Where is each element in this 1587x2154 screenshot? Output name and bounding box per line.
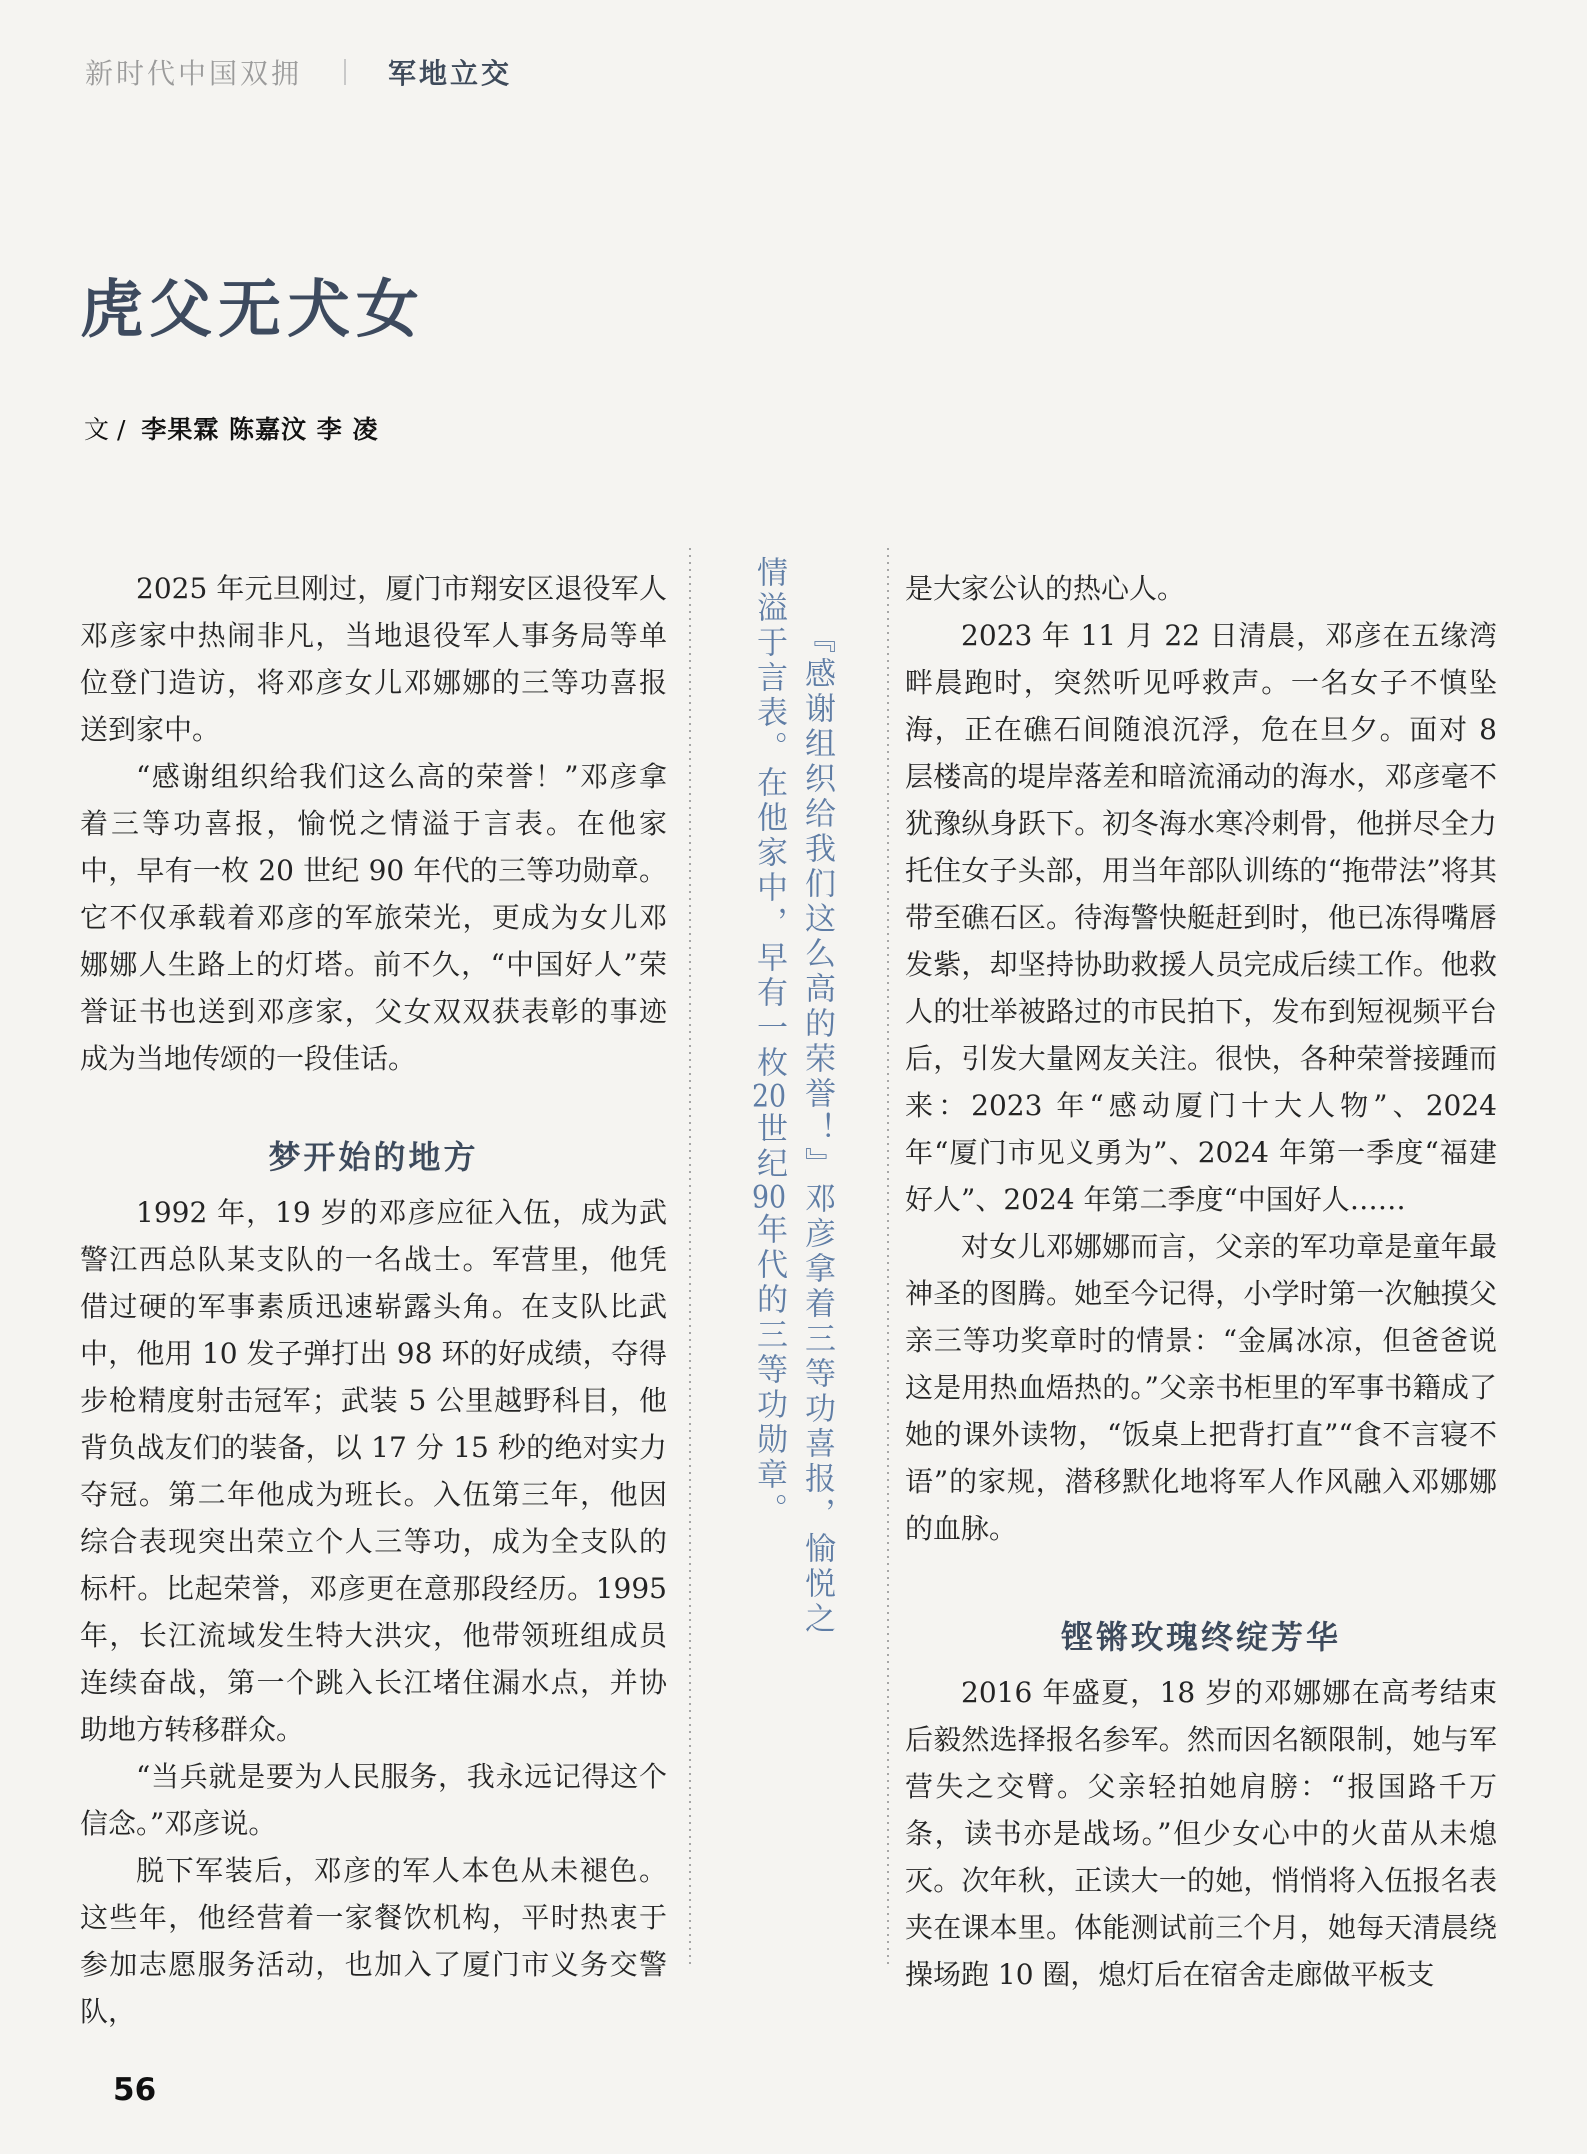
paragraph: 2023 年 11 月 22 日清晨，邓彦在五缘湾畔晨跑时，突然听见呼救声。一名女子不慎坠海，正在礁石间随浪沉浮，危在旦夕。面对 8 层楼高的堤岸落差和暗流涌动的海水，邓彦毫不犹豫纵身跃下。初冬海水寒冷刺骨，他拼尽全力托住女子头部，用当年部队训练的“拖带法”将其带至礁石区。待海警快艇赶到时，他已冻得嘴唇发紫，却坚持协助救援人员完成后续工作。他救人的壮举被路过的市民拍下，发布到短视频平台后，引发大量网友关注。很快，各种荣誉接踵而来：2023 年“感动厦门十大人物”、2024 年“厦门市见义勇为”、2024 年第一季度“福建好人”、2024 年第二季度“中国好人…… xyxy=(905,619,1497,1216)
pull-quote-border-left xyxy=(689,548,691,1967)
paragraph: 脱下军装后，邓彦的军人本色从未褪色。这些年，他经营着一家餐饮机构，平时热衷于参加志愿服务活动，也加入了厦门市义务交警队， xyxy=(80,1854,667,2028)
article-title: 虎父无犬女 xyxy=(80,272,425,346)
magazine-name: 新时代中国双拥 xyxy=(85,57,303,90)
pull-quote-number: 20 xyxy=(751,1081,787,1112)
paragraph: 对女儿邓娜娜而言，父亲的军功章是童年最神圣的图腾。她至今记得，小学时第一次触摸父亲三等功奖章时的情景：“金属冰凉，但爸爸说这是用热血焐热的。”父亲书柜里的军事书籍成了她的课外读物，“饭桌上把背打直”“食不言寝不语”的家规，潜移默化地将军人作风融入邓娜娜的血脉。 xyxy=(905,1230,1497,1545)
paragraph: 1992 年，19 岁的邓彦应征入伍，成为武警江西总队某支队的一名战士。军营里，他凭借过硬的军事素质迅速崭露头角。在支队比武中，他用 10 发子弹打出 98 环的好成绩，夺得步枪精度射击冠军；武装 5 公里越野科目，他背负战友们的装备，以 17 分 15 秒的绝对实力夺冠。第二年他成为班长。入伍第三年，他因综合表现突出荣立个人三等功，成为全支队的标杆。比起荣誉，邓彦更在意那段经历。1995 年，长江流域发生特大洪灾，他带领班组成员连续奋战，第一个跳入长江堵住漏水点，并协助地方转移群众。 xyxy=(80,1196,667,1746)
section-name: 军地立交 xyxy=(388,57,513,90)
paragraph: 2016 年盛夏，18 岁的邓娜娜在高考结束后毅然选择报名参军。然而因名额限制，她与军营失之交臂。父亲轻拍她肩膀：“报国路千万条，读书亦是战场。”但少女心中的火苗从未熄灭。次年秋，正读大一的她，悄悄将入伍报名表夹在课本里。体能测试前三个月，她每天清晨绕操场跑 10 圈，熄灯后在宿舍走廊做平板支 xyxy=(905,1676,1497,1991)
pull-quote-segment: 情溢于言表。在他家中，早有一枚 xyxy=(751,556,787,1081)
page-header xyxy=(85,52,512,92)
byline-prefix: 文 / xyxy=(84,415,126,444)
paragraph: 是大家公认的热心人。 xyxy=(905,572,1186,605)
pull-quote-segment: 世纪 xyxy=(751,1112,787,1182)
pull-quote-segment: 年代的三等功勋章。 xyxy=(751,1213,787,1528)
section-heading-dream: 梦开始的地方 xyxy=(268,1138,479,1176)
left-column xyxy=(80,565,667,2035)
pull-quote-border-right xyxy=(887,548,889,1967)
pull-quote-number: 90 xyxy=(751,1182,787,1213)
pull-quote-line-1: 『感谢组织给我们这么高的荣誉！』邓彦拿着三等功喜报，愉悦之 xyxy=(799,622,835,1637)
byline-authors: 李果霖 陈嘉汶 李 凌 xyxy=(141,415,379,444)
pull-quote-block xyxy=(689,548,889,1967)
section-heading-rose: 铿锵玫瑰终绽芳华 xyxy=(1060,1618,1341,1656)
page-number: 56 xyxy=(113,2072,157,2108)
byline xyxy=(84,410,378,446)
paragraph: 2025 年元旦刚过，厦门市翔安区退役军人邓彦家中热闹非凡，当地退役军人事务局等单位登门造访，将邓彦女儿邓娜娜的三等功喜报送到家中。 xyxy=(80,572,667,746)
pull-quote-line-2 xyxy=(747,556,792,1656)
header-divider xyxy=(344,59,346,85)
paragraph: “感谢组织给我们这么高的荣誉！”邓彦拿着三等功喜报，愉悦之情溢于言表。在他家中，早有一枚 20 世纪 90 年代的三等功勋章。它不仅承载着邓彦的军旅荣光，更成为女儿邓娜娜人生路上的灯塔。前不久，“中国好人”荣誉证书也送到邓彦家，父女双双获表彰的事迹成为当地传颂的一段佳话。 xyxy=(80,760,667,1075)
right-column xyxy=(905,565,1497,1998)
paragraph: “当兵就是要为人民服务，我永远记得这个信念。”邓彦说。 xyxy=(80,1760,667,1840)
